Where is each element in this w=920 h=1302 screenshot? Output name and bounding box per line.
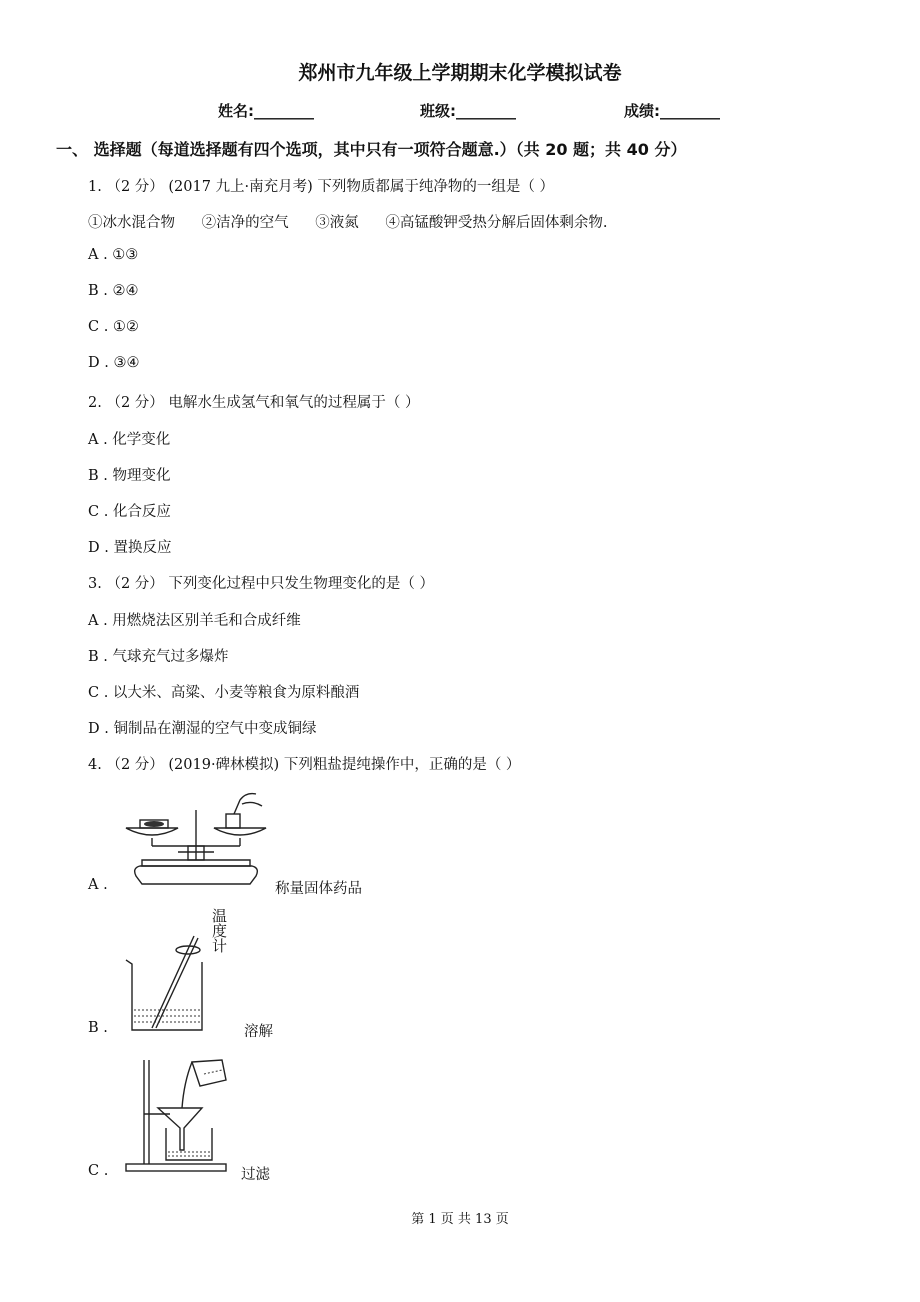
q2-option-c[interactable]: C . 化合反应 xyxy=(88,504,171,520)
question-1-stem: 1. （2 分） (2017 九上·南充月考) 下列物质都属于纯净物的一组是（ ） xyxy=(88,179,555,195)
score-field-label: 成绩:________ xyxy=(624,102,720,120)
q4-option-b-caption: 溶解 xyxy=(244,1024,273,1040)
q1-option-c[interactable]: C . ①② xyxy=(88,319,139,335)
section-heading: 一、 选择题（每道选择题有四个选项，其中只有一项符合题意.）（共 20 题；共 40 分） xyxy=(56,140,687,159)
q4-option-c-letter[interactable]: C . xyxy=(88,1163,109,1179)
q4-option-a-caption: 称量固体药品 xyxy=(275,881,362,897)
q3-option-b[interactable]: B . 气球充气过多爆炸 xyxy=(88,649,229,665)
q1-option-b[interactable]: B . ②④ xyxy=(88,283,139,299)
balance-scale-figure xyxy=(122,790,267,890)
thermometer-label: 温度计 xyxy=(210,908,228,953)
q1-item-1: ①冰水混合物 xyxy=(88,215,175,231)
q1-option-a[interactable]: A . ①③ xyxy=(88,247,139,263)
beaker-thermometer-figure xyxy=(122,928,212,1036)
class-field-label: 班级:________ xyxy=(420,102,516,120)
name-field-label: 姓名:________ xyxy=(218,102,314,120)
q1-item-3: ③液氮 xyxy=(315,215,359,231)
question-4-stem: 4. （2 分） (2019·碑林模拟) 下列粗盐提纯操作中，正确的是（ ） xyxy=(88,757,521,773)
q2-option-d[interactable]: D . 置换反应 xyxy=(88,540,172,556)
q4-option-a-letter[interactable]: A . xyxy=(88,877,108,893)
q1-option-d[interactable]: D . ③④ xyxy=(88,355,140,371)
filtration-apparatus-figure xyxy=(122,1056,234,1174)
q3-option-c[interactable]: C . 以大米、高粱、小麦等粮食为原料酿酒 xyxy=(88,685,360,701)
q1-item-4: ④高锰酸钾受热分解后固体剩余物. xyxy=(385,215,608,231)
q4-option-b-letter[interactable]: B . xyxy=(88,1020,108,1036)
page-title: 郑州市九年级上学期期末化学模拟试卷 xyxy=(298,62,622,84)
q3-option-d[interactable]: D . 铜制品在潮湿的空气中变成铜绿 xyxy=(88,721,317,737)
q2-option-b[interactable]: B . 物理变化 xyxy=(88,468,171,484)
question-2-stem: 2. （2 分） 电解水生成氢气和氧气的过程属于（ ） xyxy=(88,395,420,411)
q1-item-2: ②洁净的空气 xyxy=(201,215,289,231)
q2-option-a[interactable]: A . 化学变化 xyxy=(88,432,171,448)
question-3-stem: 3. （2 分） 下列变化过程中只发生物理变化的是（ ） xyxy=(88,576,434,592)
question-1-items xyxy=(88,211,629,232)
page-footer: 第 1 页 共 13 页 xyxy=(411,1212,509,1227)
q4-option-c-caption: 过滤 xyxy=(241,1167,270,1183)
q3-option-a[interactable]: A . 用燃烧法区别羊毛和合成纤维 xyxy=(88,613,301,629)
